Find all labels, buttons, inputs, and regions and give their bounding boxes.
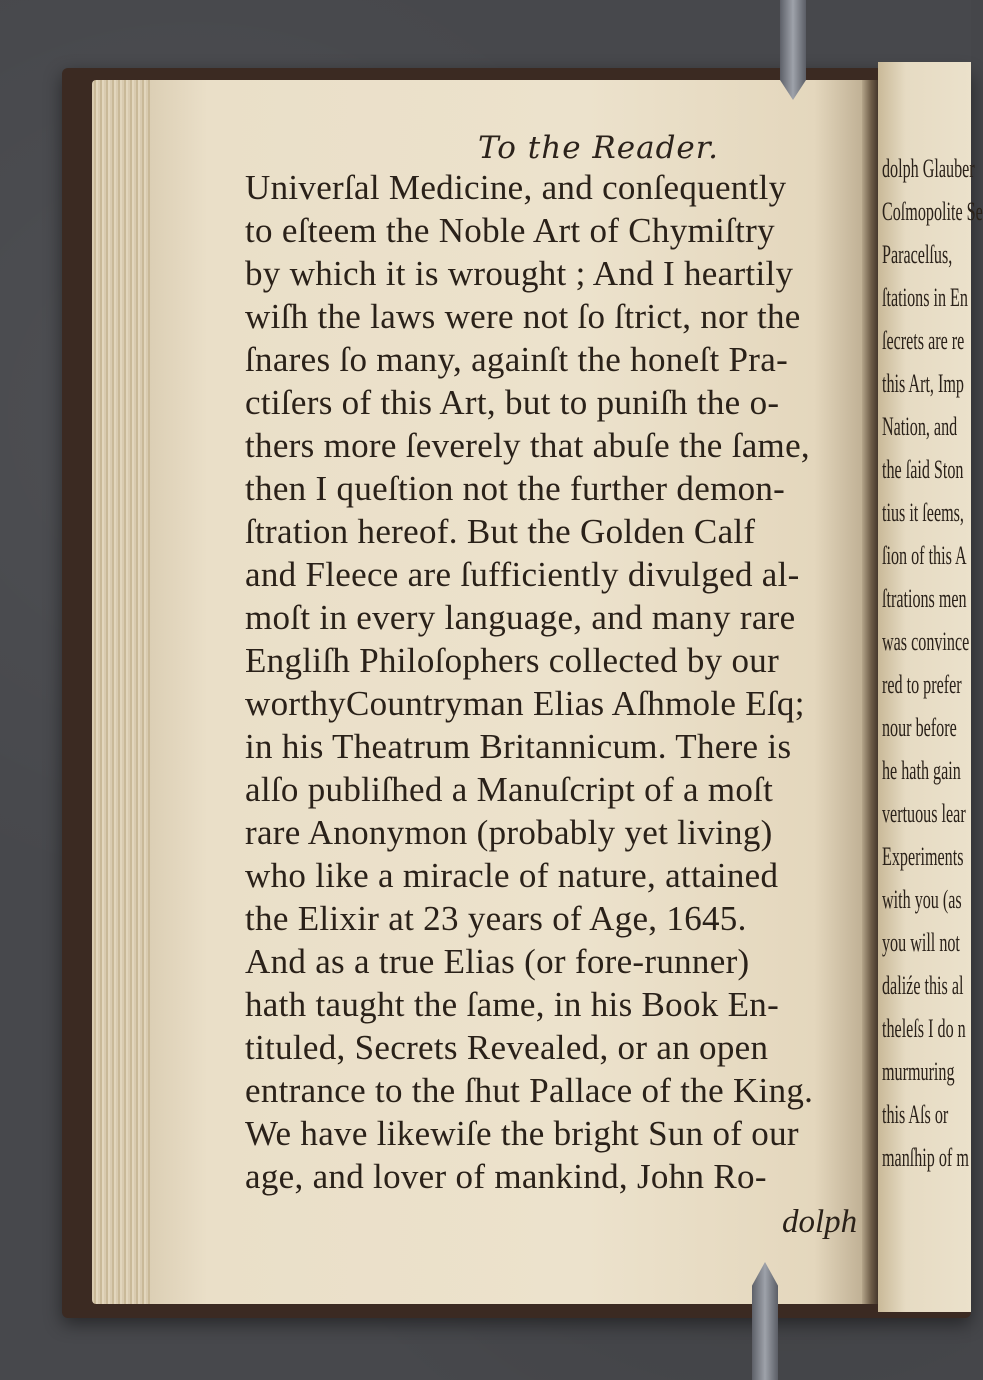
text-line: Univerſal Medicine, and conſequently — [245, 168, 787, 207]
facing-line: Nation, and — [882, 412, 958, 441]
text-line: by which it is wrought ; And I heartily — [245, 254, 794, 293]
facing-line: he hath gain — [882, 756, 961, 785]
facing-line: ſecrets are re — [882, 326, 965, 355]
text-line: and Fleece are ſufficiently divulged al- — [245, 555, 800, 594]
facing-line: dolph Glauber — [882, 154, 975, 183]
facing-line: Experiments — [882, 842, 964, 871]
text-line: age, and lover of mankind, John Ro- — [245, 1157, 767, 1196]
text-line: We have likewiſe the bright Sun of our — [245, 1114, 799, 1153]
facing-page — [878, 62, 983, 1312]
text-line: ctiſers of this Art, but to puniſh the o- — [245, 383, 780, 422]
text-line: then I queſtion not the further demon- — [245, 469, 786, 508]
text-line: the Elixir at 23 years of Age, 1645. — [245, 899, 747, 938]
facing-line: you will not — [882, 928, 960, 957]
facing-line: with you (as — [882, 885, 962, 914]
facing-line: red to prefer — [882, 670, 962, 699]
facing-line: daliźe this al — [882, 971, 964, 1000]
facing-line: tius it ſeems, — [882, 498, 964, 527]
text-line: ſnares ſo many, againſt the honeſt Pra- — [245, 340, 789, 379]
facing-line: ſtrations men — [882, 584, 967, 613]
text-line: ſtration hereof. But the Golden Calf — [245, 512, 756, 551]
text-line: rare Anonymon (probably yet living) — [245, 813, 773, 852]
facing-line: ſtations in En — [882, 283, 968, 312]
facing-line: manſhip of m — [882, 1143, 969, 1172]
facing-line: nour before — [882, 713, 957, 742]
page-weight-bottom — [752, 1262, 778, 1380]
text-line: Engliſh Philoſophers collected by our — [245, 641, 780, 680]
text-line: hath taught the ſame, in his Book En- — [245, 985, 780, 1024]
text-line: worthyCountryman Elias Aſhmole Eſq; — [245, 684, 805, 723]
facing-line: ſion of this A — [882, 541, 967, 570]
facing-line: was convince — [882, 627, 970, 656]
text-line: thers more ſeverely that abuſe the ſame, — [245, 426, 810, 465]
facing-line: Paracelſus, — [882, 240, 953, 269]
page-weight-top — [780, 0, 806, 100]
facing-line: the ſaid Ston — [882, 455, 964, 484]
facing-line: this Art, Imp — [882, 369, 964, 398]
facing-line: theleſs I do n — [882, 1014, 966, 1043]
facing-line: Coſmopolite Se — [882, 197, 983, 226]
text-line: wiſh the laws were not ſo ſtrict, nor the — [245, 297, 801, 336]
facing-line: this Aſs or — [882, 1100, 949, 1129]
text-line: alſo publiſhed a Manuſcript of a moſt — [245, 770, 774, 809]
text-line: to eſteem the Noble Art of Chymiſtry — [245, 211, 775, 250]
facing-line: murmuring — [882, 1057, 955, 1086]
text-line: entrance to the ſhut Pallace of the King. — [245, 1071, 814, 1110]
text-line: who like a miracle of nature, attained — [245, 856, 779, 895]
facing-line: vertuous lear — [882, 799, 966, 828]
text-line: tituled, Secrets Revealed, or an open — [245, 1028, 769, 1067]
catchword: dolph — [782, 1204, 858, 1240]
text-line: moſt in every language, and many rare — [245, 598, 796, 637]
text-line: And as a true Elias (or fore-runner) — [245, 942, 750, 981]
running-head: To the Reader. — [478, 130, 720, 166]
text-line: in his Theatrum Britannicum. There is — [245, 727, 792, 766]
